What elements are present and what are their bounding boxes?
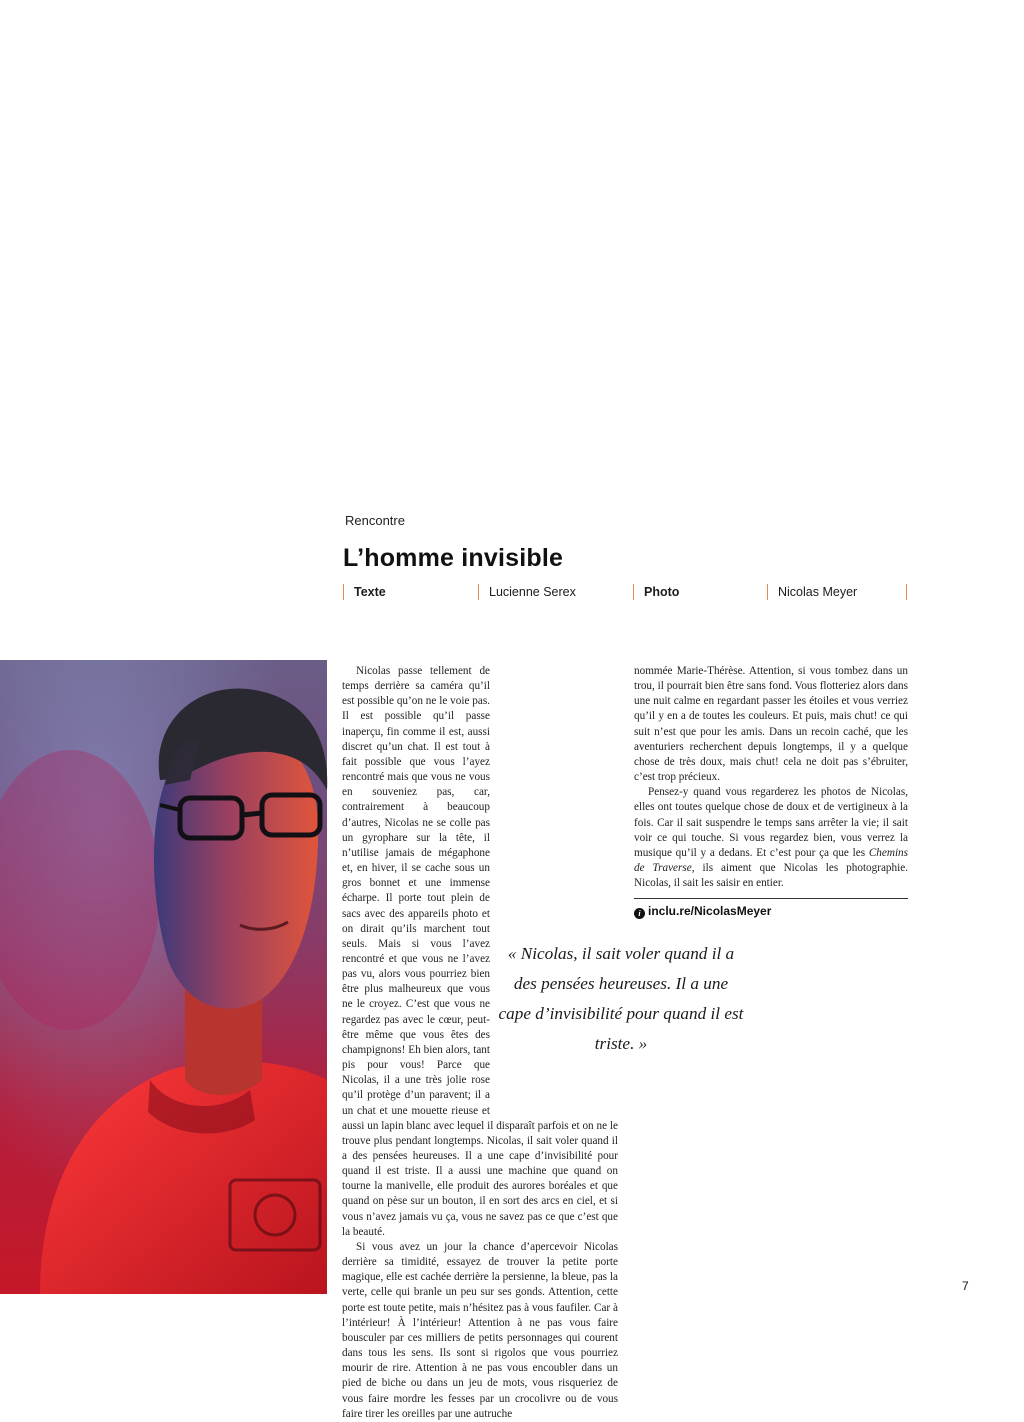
paragraph — [634, 785, 908, 891]
paragraph-text: Pensez-y quand vous regarderez les photos de Nicolas, elles ont toutes quelque chose de doux et de vertigineux à la fois. Car il sait suspendre le temps sans arrêter la vie; il sait voir ce qui touche. Si vous regardez bien, vous verrez la musique qu’il y a dedans. Et c’est pour ça que les — [634, 786, 908, 859]
paragraph-text: , ils aiment que Nicolas les photographie. Nicolas, il sait les saisir en entier. — [634, 862, 908, 890]
paragraph: Si vous avez un jour la chance d’apercevoir Nicolas derrière sa timidité, essayez de trouver la petite porte magique, elle est cachée derrière la persienne, la bleue, pas la verte, celle qui branle un peu sur ses gonds. Attention, cette porte est toute petite, mais n’hésitez pas à vous faufiler. Car à l’intérieur! À l’intérieur! Attention à ne pas vous faire bousculer par ces milliers de petits personnages qui courent dans tous les sens. Ils sont si rigolos que vous pourriez mourir de rire. Attention à ne pas vous encoubler dans un pied de biche ou dans un jeu de mots, vous risqueriez de vous faire mordre les fesses par un crocolivre ou de vous faire tirer les oreilles par une autruche — [342, 1240, 618, 1420]
info-icon: i — [634, 908, 645, 919]
article-column-2 — [634, 664, 908, 891]
credit-divider — [906, 584, 907, 600]
credit-text-label: Texte — [343, 584, 386, 600]
credit-author: Lucienne Serex — [478, 584, 576, 600]
link-divider — [634, 898, 908, 899]
emphasized-title: Chemins de Traverse — [634, 846, 908, 875]
paragraph: nommée Marie-Thérèse. Attention, si vous tombez dans un trou, il pourrait bien être sans fond. Vous flotteriez alors dans une nuit calme en regardant passer les étoiles et vous verriez qu’il y en a de toutes les couleurs. Et puis, mais chut! ce qui suit n’est que pour les amis. Dans un recoin caché, que les aventuriers recherchent depuis longtemps, il y a quelque chose de très doux, mais chut! cela ne doit pas s’ébruiter, c’est trop précieux. — [634, 665, 908, 784]
credit-photographer: Nicolas Meyer — [767, 584, 857, 600]
paragraph: Nicolas passe tellement de temps derrière sa caméra qu’il est possible qu’on ne le voie pas. Il est possible qu’il passe inaperçu, fin comme il est, aussi discret qu’un chat. Il est tout à fait possible que vous l’ayez rencontré mais que vous ne vous en souveniez pas, car, contrairement à beaucoup d’autres, Nicolas ne se colle pas un gyrophare sur la tête, il n’utilise jamais de mégaphone et, en hiver, il se cache sous un gros bonnet et une immense écharpe. Il porte tout plein de sacs avec des appareils photo et on dirait qu’ils marchent tout seuls. Mais si vous l’avez rencontré et que vous ne l’avez pas vu, alors vous pourriez bien être plus malheureux que vous ne le croyez. C’est que vous ne regardez pas avec le cœur, peut-être même que vous êtes des champignons! Eh bien alors, tant pis pour vous! Parce que Nicolas, il a une très jolie rose qu’il protège d’un paravent; il a un chat et une mouette rieuse et aussi un lapin blanc avec lequel il disparaît parfois et on ne le trouve plus pendant longtemps. Nicolas, il sait voler quand il a des pensées heureuses. Il a une cape d’invisibilité pour quand il est triste. Il a aussi une machine que quand on tourne la manivelle, elle produit des aurores boréales et que quand on pèse sur un bouton, il en sort des arcs en ciel, et si vous n’avez jamais vu ça, vous ne savez pas ce que c’est que la beauté. — [342, 665, 618, 1238]
portrait-illustration — [0, 660, 327, 1294]
article-title: L’homme invisible — [343, 544, 564, 572]
section-label: Rencontre — [345, 513, 405, 528]
page-number: 7 — [962, 1279, 969, 1293]
external-link[interactable] — [634, 903, 771, 919]
portrait-photo — [0, 660, 327, 1294]
link-text[interactable]: inclu.re/NicolasMeyer — [648, 904, 772, 918]
credits-row — [343, 584, 909, 600]
credit-photo-label: Photo — [633, 584, 679, 600]
pull-quote: « Nicolas, il sait voler quand il a des pensées heureuses. Il a une cape d’invisibilité pour quand il est triste. » — [498, 944, 744, 1053]
